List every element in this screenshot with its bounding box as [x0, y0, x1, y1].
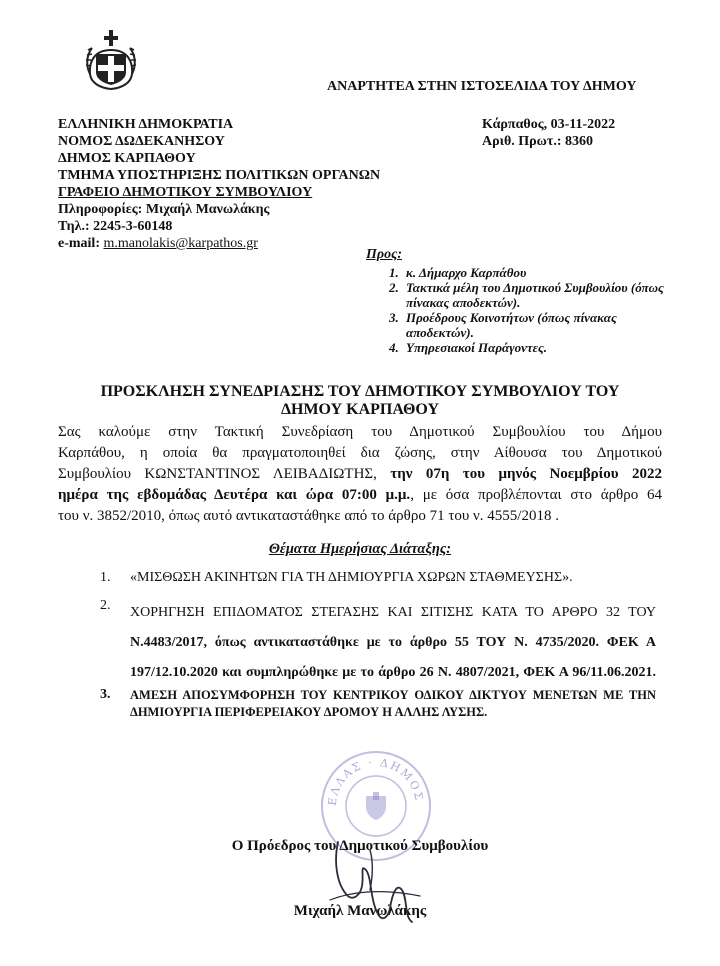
invitation-body	[58, 422, 662, 527]
issuer-block	[58, 116, 380, 252]
agenda-item-number: 1.	[100, 570, 111, 585]
meeting-day-time: ημέρα της εβδομάδας Δευτέρα και ώρα 07:00 μ.μ.	[58, 487, 411, 503]
agenda-item-text	[130, 687, 656, 721]
body-line: του ν. 3852/2010, όπως αυτό αντικαταστάθηκε από το άρθρο 71 του ν. 4555/2018 .	[58, 508, 559, 524]
recipients-title: Προς:	[366, 247, 403, 262]
agenda-item-number: 2.	[100, 598, 111, 613]
agenda-item-line: ΑΜΕΣΗ ΑΠΟΣΥΜΦΟΡΗΣΗ ΤΟΥ ΚΕΝΤΡΙΚΟΥ ΟΔΙΚΟΥ ΔΙΚΤΥΟΥ ΜΕΝΕΤΩΝ ΜΕ ΤΗΝ	[130, 688, 656, 702]
agenda-item-line: 197/12.10.2020 και συμπληρώθηκε με το άρθρο 26 Ν. 4807/2021, ΦΕΚ Α 96/11.06.2021.	[130, 665, 656, 680]
agenda-item-number: 3.	[100, 687, 111, 702]
list-item: 3. Προέδρους Κοινοτήτων (όπως πίνακας αποδεκτών).	[402, 310, 666, 340]
email-link[interactable]: m.manolakis@karpathos.gr	[103, 236, 258, 251]
issuer-municipality: ΔΗΜΟΣ ΚΑΡΠΑΘΟΥ	[58, 151, 196, 166]
list-item: 2. Τακτικά μέλη του Δημοτικού Συμβουλίου (όπως πίνακας αποδεκτών).	[402, 280, 666, 310]
body-line	[58, 464, 662, 485]
body-line: Καρπάθου, η οποία θα πραγματοποιηθεί δια ζώσης, στην Αίθουσα του Δημοτικού	[58, 445, 662, 461]
body-text-segment: , με όσα προβλέπονται στο άρθρο 64	[410, 487, 662, 503]
issuer-country: ΕΛΛΗΝΙΚΗ ΔΗΜΟΚΡΑΤΙΑ	[58, 117, 234, 132]
list-item: 1. κ. Δήμαρχο Καρπάθου	[402, 265, 666, 280]
issuer-phone: Τηλ.: 2245-3-60148	[58, 219, 173, 234]
document-title-line1: ΠΡΟΣΚΛΗΣΗ ΣΥΝΕΔΡΙΑΣΗΣ ΤΟΥ ΔΗΜΟΤΙΚΟΥ ΣΥΜΒΟΥΛΙΟΥ ΤΟΥ	[100, 383, 620, 400]
agenda-item-line: ΔΗΜΙΟΥΡΓΙΑ ΠΕΡΙΦΕΡΕΙΑΚΟΥ ΔΡΟΜΟΥ Η ΑΛΛΗΣ ΛΥΣΗΣ.	[130, 705, 488, 719]
body-text-segment: Συμβουλίου ΚΩΝΣΤΑΝΤΙΝΟΣ ΛΕΙΒΑΔΙΩΤΗΣ,	[58, 466, 391, 482]
document-title	[58, 383, 662, 419]
signer-name: Μιχαήλ Μανωλάκης	[293, 903, 427, 919]
list-item: 4. Υπηρεσιακοί Παράγοντες.	[402, 340, 666, 355]
agenda-item-line: Ν.4483/2017, όπως αντικαταστάθηκε με το άρθρο 55 ΤΟΥ Ν. 4735/2020. ΦΕΚ Α	[130, 635, 656, 650]
meeting-date: την 07η του μηνός Νοεμβρίου 2022	[390, 466, 663, 482]
greek-coat-of-arms-icon	[80, 28, 142, 92]
body-line	[58, 485, 662, 506]
recipients-list	[366, 265, 666, 355]
signer-title: Ο Πρόεδρος του Δημοτικού Συμβουλίου	[231, 838, 489, 854]
issuer-prefecture: ΝΟΜΟΣ ΔΩΔΕΚΑΝΗΣΟΥ	[58, 134, 225, 149]
protocol-number: Αριθ. Πρωτ.: 8360	[482, 134, 593, 149]
issuer-office: ΓΡΑΦΕΙΟ ΔΗΜΟΤΙΚΟΥ ΣΥΜΒΟΥΛΙΟΥ	[58, 185, 313, 200]
issuer-email-row	[58, 235, 380, 252]
email-label: e-mail:	[58, 236, 104, 251]
agenda-item-line: ΧΟΡΗΓΗΣΗ ΕΠΙΔΟΜΑΤΟΣ ΣΤΕΓΑΣΗΣ ΚΑΙ ΣΙΤΙΣΗΣ ΚΑΤΑ ΤΟ ΑΡΘΡΟ 32 ΤΟΥ	[130, 605, 656, 620]
body-line: Σας καλούμε στην Τακτική Συνεδρίαση του Δημοτικού Συμβουλίου του Δήμου	[58, 424, 662, 440]
recipients-block	[366, 247, 666, 355]
handwritten-signature-icon	[300, 830, 450, 930]
issuer-department: ΤΜΗΜΑ ΥΠΟΣΤΗΡΙΞΗΣ ΠΟΛΙΤΙΚΩΝ ΟΡΓΑΝΩΝ	[58, 168, 381, 183]
agenda-item-text: «ΜΙΣΘΩΣΗ ΑΚΙΝΗΤΩΝ ΓΙΑ ΤΗ ΔΗΜΙΟΥΡΓΙΑ ΧΩΡΩΝ ΣΤΑΘΜΕΥΣΗΣ».	[130, 570, 573, 585]
posting-note: ΑΝΑΡΤΗΤΕΑ ΣΤΗΝ ΙΣΤΟΣΕΛΙΔΑ ΤΟΥ ΔΗΜΟΥ	[327, 79, 637, 94]
issuer-info: Πληροφορίες: Μιχαήλ Μανωλάκης	[58, 202, 270, 217]
document-title-line2: ΔΗΜΟΥ ΚΑΡΠΑΘΟΥ	[280, 401, 440, 418]
agenda-item-text	[130, 598, 656, 688]
stamp-lettering: ΕΛΛΑΣ · ΔΗΜΟΣ	[325, 755, 426, 807]
date-block	[482, 116, 615, 150]
agenda-heading: Θέματα Ημερήσιας Διάταξης:	[268, 541, 452, 557]
document-date: Κάρπαθος, 03-11-2022	[482, 117, 616, 132]
